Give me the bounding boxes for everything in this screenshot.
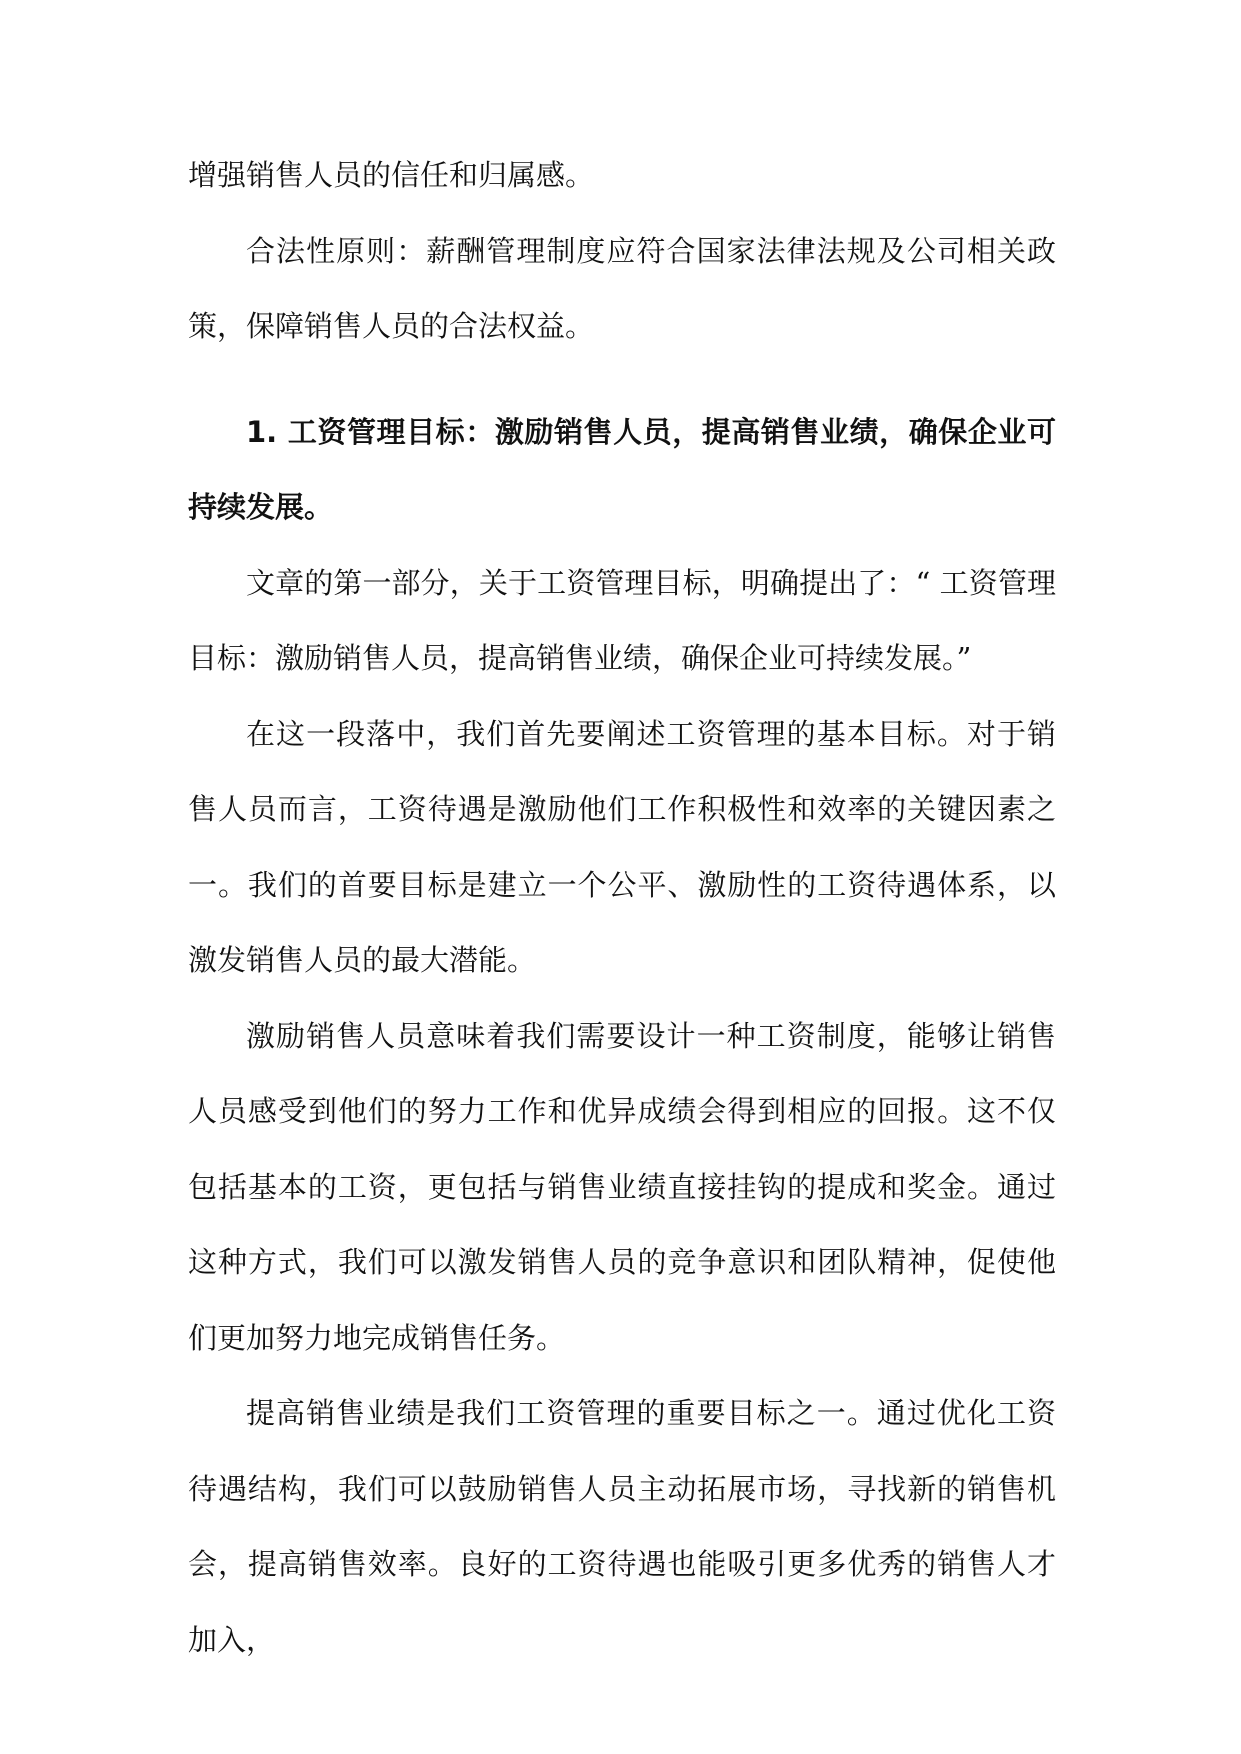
section-heading-salary-goal: 1. 工资管理目标：激励销售人员，提高销售业绩，确保企业可持续发展。 — [188, 414, 1056, 524]
paragraph-intro-quote: 文章的第一部分，关于工资管理目标，明确提出了：“ 工资管理目标：激励销售人员，提高销售业绩，确保企业可持续发展。” — [188, 565, 1056, 675]
paragraph-legality-principle: 合法性原则：薪酬管理制度应符合国家法律法规及公司相关政策，保障销售人员的合法权益。 — [188, 233, 1056, 343]
paragraph-basic-goal: 在这一段落中，我们首先要阐述工资管理的基本目标。对于销售人员而言，工资待遇是激励他们工作积极性和效率的关键因素之一。我们的首要目标是建立一个公平、激励性的工资待遇体系，以激发销售人员的最大潜能。 — [188, 716, 1056, 977]
paragraph-motivation: 激励销售人员意味着我们需要设计一种工资制度，能够让销售人员感受到他们的努力工作和优异成绩会得到相应的回报。这不仅包括基本的工资，更包括与销售业绩直接挂钩的提成和奖金。通过这种方式，我们可以激发销售人员的竞争意识和团队精神，促使他们更加努力地完成销售任务。 — [188, 1018, 1056, 1355]
paragraph-performance: 提高销售业绩是我们工资管理的重要目标之一。通过优化工资待遇结构，我们可以鼓励销售人员主动拓展市场，寻找新的销售机会，提高销售效率。良好的工资待遇也能吸引更多优秀的销售人才加入， — [188, 1396, 1056, 1657]
paragraph-continuation: 增强销售人员的信任和归属感。 — [188, 158, 595, 192]
document-page — [188, 138, 1056, 1678]
